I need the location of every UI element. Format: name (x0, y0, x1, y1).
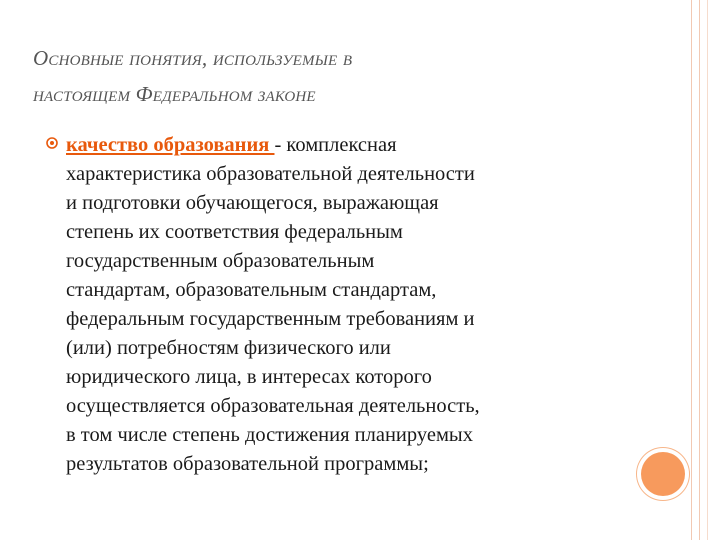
definition-line: федеральным государственным требованиям и (66, 308, 475, 330)
definition-line-text: - комплексная (274, 134, 397, 156)
definition-line: результатов образовательной программы; (66, 453, 429, 475)
slide-title (33, 40, 673, 112)
definition-line: (или) потребностям физического или (66, 337, 391, 359)
definition-line: государственным образовательным (66, 250, 375, 272)
decorative-circle (641, 452, 685, 496)
definition-line: стандартам, образовательным стандартам, (66, 279, 437, 301)
frame-line (707, 0, 708, 540)
definition-line: характеристика образовательной деятельности (66, 163, 475, 185)
bullet-item (46, 131, 646, 479)
definition-line: осуществляется образовательная деятельность, (66, 395, 480, 417)
definition-line: в том числе степень достижения планируемых (66, 424, 473, 446)
bullet-icon (46, 137, 58, 149)
definition-line: степень их соответствия федеральным (66, 221, 403, 243)
definition-line (66, 131, 646, 160)
definition-text (66, 131, 646, 479)
frame-line (691, 0, 692, 540)
definition-line: юридического лица, в интересах которого (66, 366, 432, 388)
frame-line (699, 0, 700, 540)
defined-term: качество образования (66, 134, 275, 156)
slide-title-line-1: Основные понятия, используемые в (33, 46, 353, 70)
definition-line: и подготовки обучающегося, выражающая (66, 192, 439, 214)
slide-title-line-2: настоящем Федеральном законе (33, 82, 316, 106)
